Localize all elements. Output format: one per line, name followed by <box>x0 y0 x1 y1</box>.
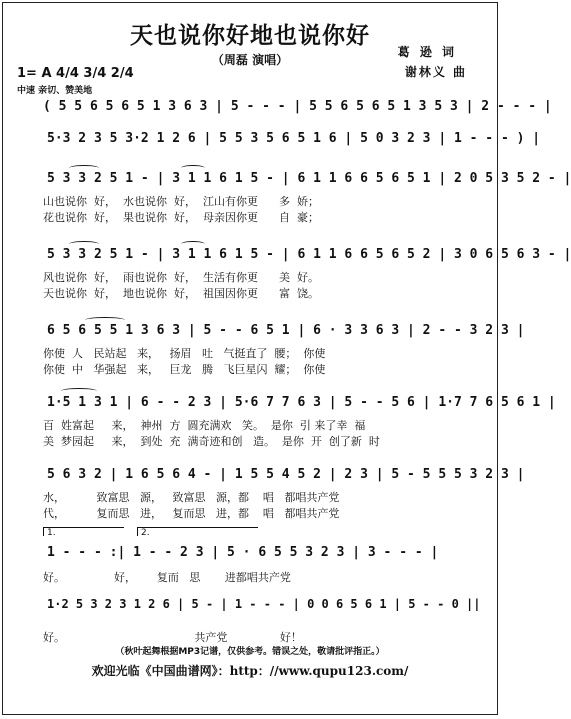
lyric-row-6-verse-2: 美 梦园起 来， 到处 充 满奇迹和创 造。 是你 开 创了新 时 <box>43 435 380 448</box>
lyric-row-5-verse-1: 你使 人 民站起 来， 扬眉 吐 气挺直了 腰； 你使 <box>43 347 326 360</box>
notation-row-7: 5 6 3 2 | 1 6 5 6 4 - | 1 5 5 4 5 2 | 2 3 | 5 - 5 5 5 3 2 3 | <box>47 467 525 482</box>
second-ending-bracket <box>137 527 258 536</box>
lyric-row-3-verse-2: 花也说你 好， 果也说你 好， 母亲因你更 自 豪； <box>43 211 319 224</box>
key-signature: 1= A 4/4 3/4 2/4 <box>17 66 134 81</box>
lyric-row-9: 好。 共产党 好！ <box>43 631 302 644</box>
notation-row-1: ( 5 5 6 5 6 5 1 3 6 3 | 5 - - - | 5 5 6 5 6 5 1 3 5 3 | 2 - - - | <box>43 99 552 114</box>
lyric-row-7-verse-1: 水， 致富思 源， 致富思 源，都 唱 都唱共产党 <box>43 491 340 504</box>
lyric-row-5-verse-2: 你使 中 华强起 来， 巨龙 腾 飞巨星闪 耀； 你使 <box>43 363 326 376</box>
composer: 谢林义 曲 <box>404 65 467 79</box>
notation-row-5: 6 5 6 5 5 1 3 6 3 | 5 - - 6 5 1 | 6 · 3 3 6 3 | 2 - - 3 2 3 | <box>47 323 525 338</box>
lyric-row-8: 好。 好， 复而 思 进都唱共产党 <box>43 571 291 584</box>
lyric-row-7-verse-2: 代， 复而思 进， 复而思 进，都 唱 都唱共产党 <box>43 507 340 520</box>
notation-row-4: 5 3 3 2 5 1 - | 3 1 1 6 1 5 - | 6 1 1 6 6 5 6 5 2 | 3 0 6 5 6 3 - | <box>47 247 571 262</box>
score-page <box>2 2 571 715</box>
lyric-row-4-verse-1: 风也说你 好， 雨也说你 好， 生活有你更 美 好。 <box>43 271 319 284</box>
notation-row-6: 1·5 1 3 1 | 6 - - 2 3 | 5·6 7 7 6 3 | 5 - - 5 6 | 1·7 7 6 5 6 1 | <box>47 395 556 410</box>
triplet-arc <box>61 388 97 394</box>
lyricist: 葛 逊 词 <box>397 45 457 59</box>
notation-row-2: 5·3 2 3 5 3·2 1 2 6 | 5 5 3 5 6 5 1 6 | 5 0 3 2 3 | 1 - - - ) | <box>47 131 541 146</box>
lyric-row-6-verse-1: 百 姓富起 来， 神州 方 圆充满欢 笑。 是你 引 来了幸 福 <box>43 419 366 432</box>
notation-row-3: 5 3 3 2 5 1 - | 3 1 1 6 1 5 - | 6 1 1 6 6 5 6 5 1 | 2 0 5 3 5 2 - | <box>47 171 571 186</box>
site-footer: 欢迎光临《中国曲谱网》：http：//www.qupu123.com/ <box>91 664 409 678</box>
song-title: 天也说你好地也说你好 <box>130 23 370 49</box>
second-ending-label: 2. <box>141 528 150 538</box>
transcription-note: （秋叶起舞根据MP3记谱，仅供参考。错误之处，敬请批评指正。） <box>115 647 385 657</box>
notation-row-8: 1 - - - :| 1 - - 2 3 | 5 · 6 5 5 3 2 3 | 3 - - - | <box>47 545 439 560</box>
first-ending-label: 1. <box>47 528 56 538</box>
performer: （周磊 演唱） <box>211 53 289 67</box>
lyric-row-3-verse-1: 山也说你 好， 水也说你 好， 江山有你更 多 娇； <box>43 195 319 208</box>
notation-row-9: 1·2 5 3 2 3 1 2 6 | 5 - | 1 - - - | 0 0 6 5 6 1 | 5 - - 0 || <box>47 597 481 611</box>
lyric-row-4-verse-2: 天也说你 好， 地也说你 好， 祖国因你更 富 饶。 <box>43 287 319 300</box>
tempo-marking: 中速 亲切、赞美地 <box>17 86 93 96</box>
